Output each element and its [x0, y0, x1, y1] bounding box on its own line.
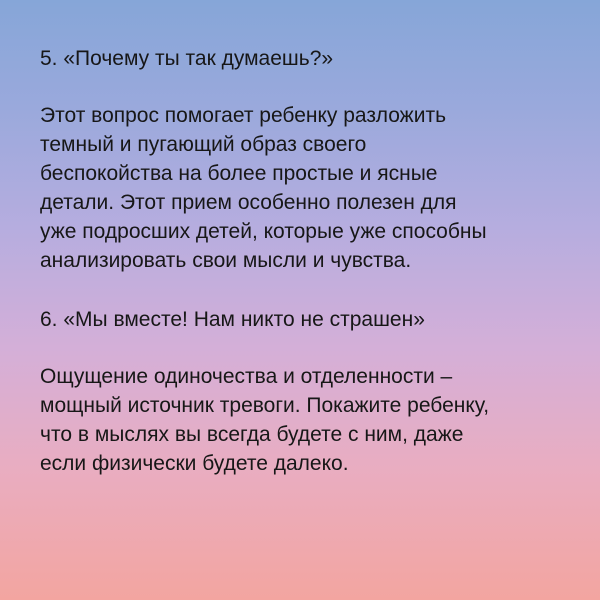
tip-section-5 [40, 44, 570, 275]
tip-paragraph [40, 362, 570, 478]
paragraph-line: беспокойства на более простые и ясные [40, 162, 438, 185]
paragraph-line: уже подросших детей, которые уже способны [40, 220, 487, 243]
paragraph-line: темный и пугающий образ своего [40, 133, 367, 156]
paragraph-line: Этот вопрос помогает ребенку разложить [40, 104, 447, 127]
tip-title: 5. «Почему ты так думаешь?» [40, 47, 334, 70]
paragraph-line: если физически будете далеко. [40, 452, 349, 475]
tip-section-6 [40, 305, 570, 478]
paragraph-line: что в мыслях вы всегда будете с ним, даже [40, 423, 464, 446]
paragraph-line: анализировать свои мысли и чувства. [40, 249, 412, 272]
paragraph-line: Ощущение одиночества и отделенности – [40, 365, 453, 388]
paragraph-line: детали. Этот прием особенно полезен для [40, 191, 457, 214]
paragraph-line: мощный источник тревоги. Покажите ребенку, [40, 394, 490, 417]
tip-paragraph [40, 101, 570, 275]
tip-title: 6. «Мы вместе! Нам никто не страшен» [40, 308, 425, 331]
